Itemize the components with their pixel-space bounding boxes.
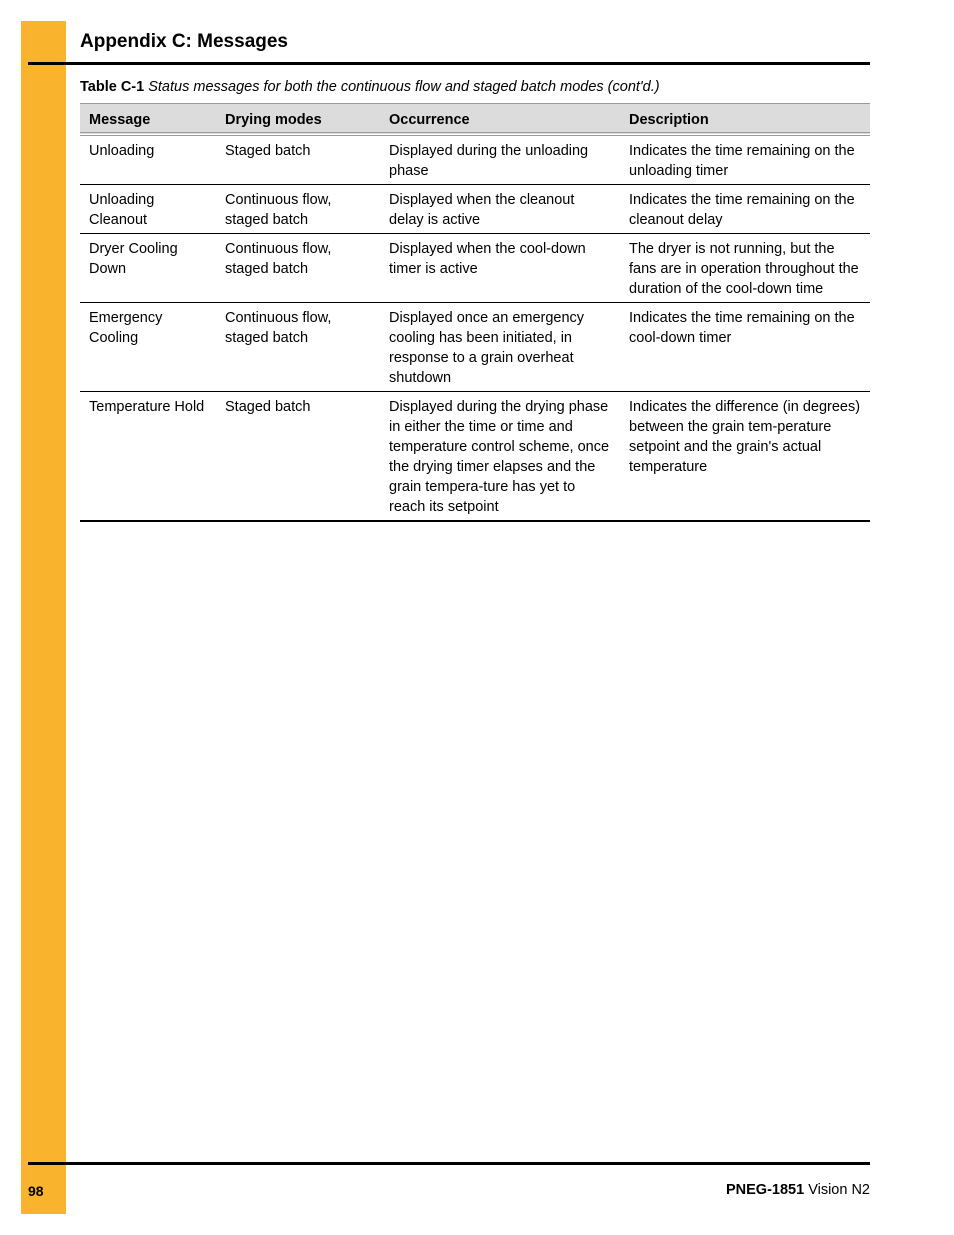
cell-drying-modes: Continuous flow, staged batch bbox=[216, 234, 380, 303]
column-header-message: Message bbox=[80, 104, 216, 135]
page-number: 98 bbox=[28, 1183, 44, 1199]
status-messages-table bbox=[80, 103, 870, 522]
column-header-drying-modes: Drying modes bbox=[216, 104, 380, 135]
table-row bbox=[80, 392, 870, 522]
cell-occurrence: Displayed during the drying phase in either the time or time and temperature control scheme, once the drying timer elapses and the grain tempera-ture has yet to reach its setpoint bbox=[380, 392, 620, 522]
document-id bbox=[726, 1182, 870, 1198]
accent-side-bar bbox=[21, 21, 66, 1214]
cell-occurrence: Displayed when the cool-down timer is active bbox=[380, 234, 620, 303]
table-caption-number: Table C-1 bbox=[80, 79, 145, 95]
cell-description: Indicates the time remaining on the cleanout delay bbox=[620, 185, 870, 234]
table-caption-text: Status messages for both the continuous flow and staged batch modes (cont'd.) bbox=[148, 79, 660, 95]
cell-drying-modes: Continuous flow, staged batch bbox=[216, 303, 380, 392]
cell-occurrence: Displayed when the cleanout delay is active bbox=[380, 185, 620, 234]
cell-message: Unloading Cleanout bbox=[80, 185, 216, 234]
cell-message: Unloading bbox=[80, 134, 216, 185]
page-title: Appendix C: Messages bbox=[80, 31, 288, 52]
title-rule bbox=[28, 62, 870, 65]
cell-drying-modes: Staged batch bbox=[216, 392, 380, 522]
cell-message: Emergency Cooling bbox=[80, 303, 216, 392]
cell-occurrence: Displayed during the unloading phase bbox=[380, 134, 620, 185]
document-code: PNEG-1851 bbox=[725, 1182, 805, 1198]
cell-description: The dryer is not running, but the fans are in operation throughout the duration of the cool-down time bbox=[620, 234, 870, 303]
footer-rule bbox=[28, 1162, 870, 1165]
table-header-row bbox=[80, 104, 870, 135]
cell-drying-modes: Continuous flow, staged batch bbox=[216, 185, 380, 234]
cell-description: Indicates the time remaining on the cool-down timer bbox=[620, 303, 870, 392]
cell-description: Indicates the time remaining on the unloading timer bbox=[620, 134, 870, 185]
table-row bbox=[80, 303, 870, 392]
table-row bbox=[80, 234, 870, 303]
table-row bbox=[80, 134, 870, 185]
cell-description: Indicates the difference (in degrees) between the grain tem-perature setpoint and the grain's actual temperature bbox=[620, 392, 870, 522]
table-row bbox=[80, 185, 870, 234]
cell-occurrence: Displayed once an emergency cooling has been initiated, in response to a grain overheat shutdown bbox=[380, 303, 620, 392]
column-header-description: Description bbox=[620, 104, 870, 135]
column-header-occurrence: Occurrence bbox=[380, 104, 620, 135]
cell-message: Dryer Cooling Down bbox=[80, 234, 216, 303]
cell-drying-modes: Staged batch bbox=[216, 134, 380, 185]
document-title: Vision N2 bbox=[808, 1182, 870, 1198]
cell-message: Temperature Hold bbox=[80, 392, 216, 522]
table-caption bbox=[80, 77, 660, 97]
